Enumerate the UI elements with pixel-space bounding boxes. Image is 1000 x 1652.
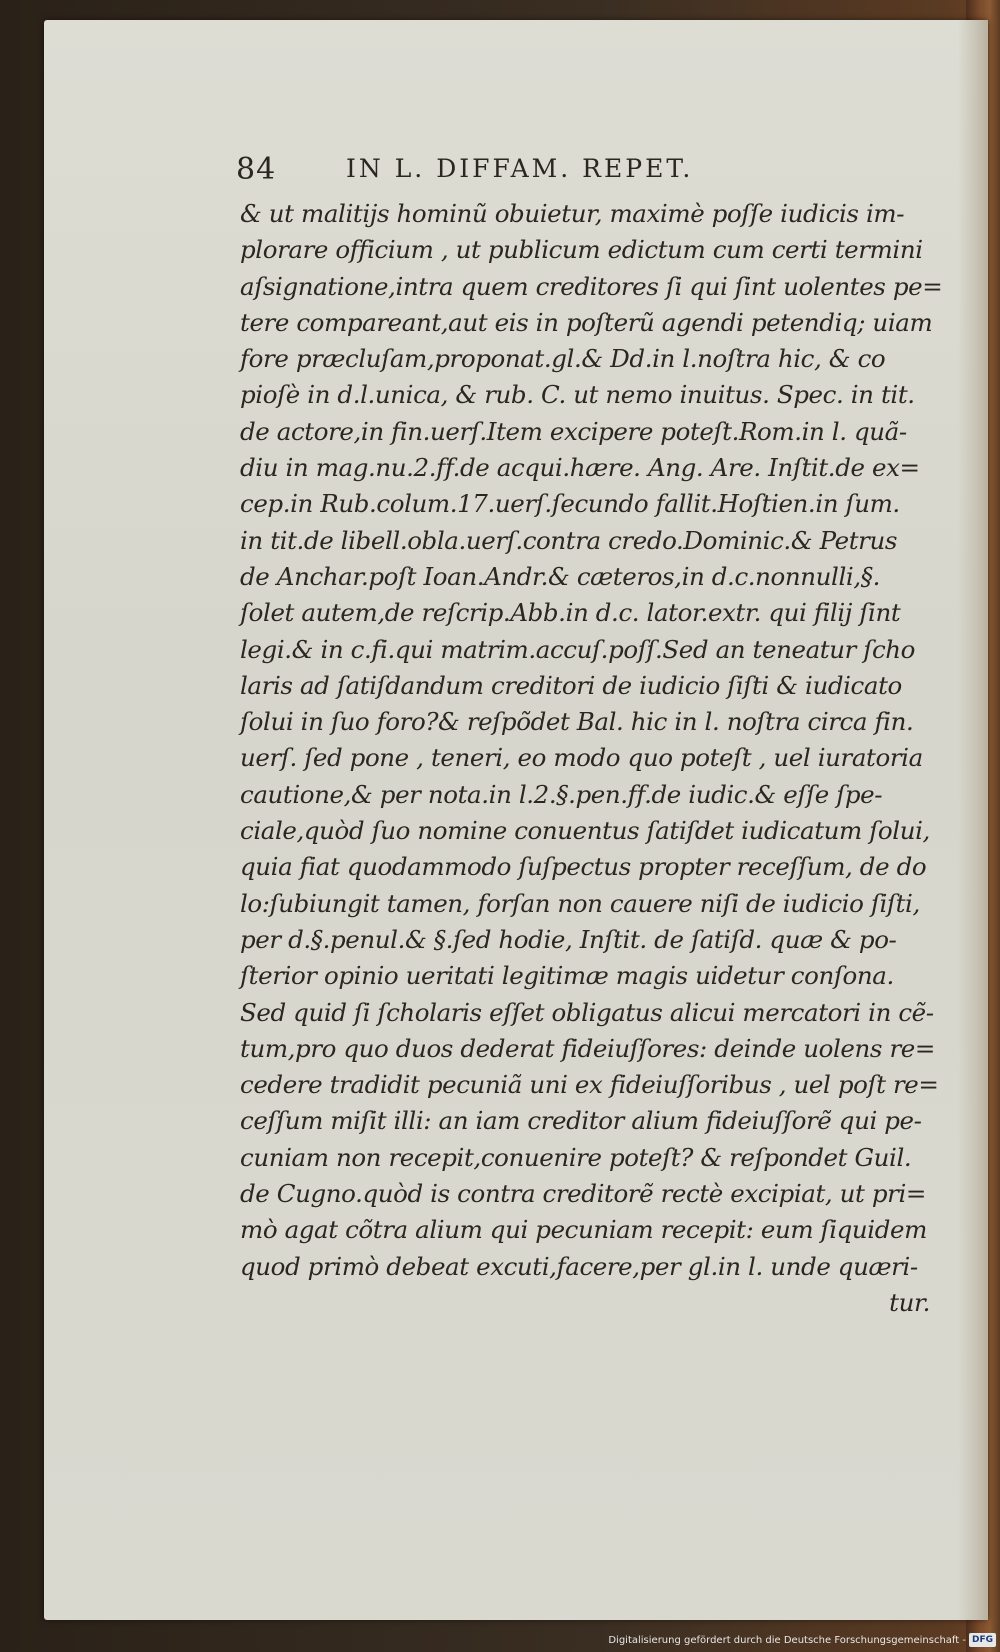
page-edge-shadow [958, 20, 988, 1620]
body-text [240, 196, 943, 1321]
dfg-logo: DFG [969, 1633, 996, 1647]
text-line: de actore,in fin.uerſ.Item excipere poteſt.Rom.in l. quã- [240, 416, 907, 446]
text-line: aſsignatione,intra quem creditores ſi qui ſint uolentes pe= [240, 271, 943, 301]
text-line: legi.& in c.fi.qui matrim.accuſ.poſſ.Sed an teneatur ſcho [240, 634, 916, 664]
running-head: IN L. DIFFAM. REPET. [346, 154, 694, 183]
text-line: Sed quid ſi ſcholaris eſſet obligatus alicui mercatori in cẽ- [240, 997, 934, 1027]
text-line: de Cugno.quòd is contra creditorẽ rectè excipiat, ut pri= [240, 1179, 927, 1209]
digitization-footer [608, 1632, 996, 1648]
text-line: quia fiat quodammodo ſuſpectus propter receſſum, de do [240, 852, 927, 882]
page-number: 84 [236, 152, 277, 187]
text-line: diu in mag.nu.2.ff.de acqui.hære. Ang. Are. Inſtit.de ex= [240, 453, 920, 483]
text-line: cuniam non recepit,conuenire poteſt? & reſpondet Guil. [240, 1142, 912, 1172]
text-line: tere compareant,aut eis in poſterũ agendi petendiq; uiam [240, 307, 933, 337]
text-line: plorare officium , ut publicum edictum cum certi termini [240, 235, 923, 265]
text-line: tum,pro quo duos dederat fideiuſſores: deinde uolens re= [240, 1033, 935, 1063]
text-line: mò agat cõtra alium qui pecuniam recepit: eum ſiquidem [240, 1215, 927, 1245]
text-line: in tit.de libell.obla.uerſ.contra credo.Dominic.& Petrus [240, 525, 898, 555]
text-line: uerſ. ſed pone , teneri, eo modo quo poteſt , uel iuratoria [240, 743, 923, 773]
text-line: fore præcluſam,proponat.gl.& Dd.in l.noſtra hic, & co [240, 344, 886, 374]
catchword: tur. [889, 1287, 930, 1317]
text-line: ſolui in ſuo foro?& reſpõdet Bal. hic in l. noſtra circa fin. [240, 707, 914, 737]
text-line: pioſè in d.l.unica, & rub. C. ut nemo inuitus. Spec. in tit. [240, 380, 915, 410]
footer-credit: Digitalisierung gefördert durch die Deutsche Forschungsgemeinschaft - [608, 1634, 966, 1646]
text-line: ſolet autem,de reſcrip.Abb.in d.c. lator.extr. qui filij ſint [240, 598, 901, 628]
text-line: per d.§.penul.& §.ſed hodie, Inſtit. de ſatiſd. quæ & po- [240, 924, 897, 954]
text-line: ſterior opinio ueritati legitimæ magis uidetur conſona. [240, 961, 894, 991]
text-line: ceſſum miſit illi: an iam creditor alium fideiuſſorẽ qui pe- [240, 1106, 922, 1136]
text-line: cedere tradidit pecuniã uni ex fideiuſſoribus , uel poſt re= [240, 1070, 939, 1100]
text-line: cep.in Rub.colum.17.uerſ.ſecundo fallit.Hoſtien.in ſum. [240, 489, 900, 519]
text-line: quod primò debeat excuti,facere,per gl.in l. unde quæri- [240, 1251, 918, 1281]
text-line: laris ad ſatiſdandum creditori de iudicio ſiſti & iudicato [240, 670, 902, 700]
text-line: cautione,& per nota.in l.2.§.pen.ff.de iudic.& eſſe ſpe- [240, 779, 883, 809]
text-line: de Anchar.poſt Ioan.Andr.& cæteros,in d.c.nonnulli,§. [240, 561, 880, 591]
text-line: & ut malitijs hominũ obuietur, maximè poſſe iudicis im- [240, 199, 905, 228]
text-line: ciale,quòd ſuo nomine conuentus ſatiſdet iudicatum ſolui, [240, 816, 930, 846]
text-line: lo:ſubiungit tamen, forſan non cauere niſi de iudicio ſiſti, [240, 888, 920, 918]
